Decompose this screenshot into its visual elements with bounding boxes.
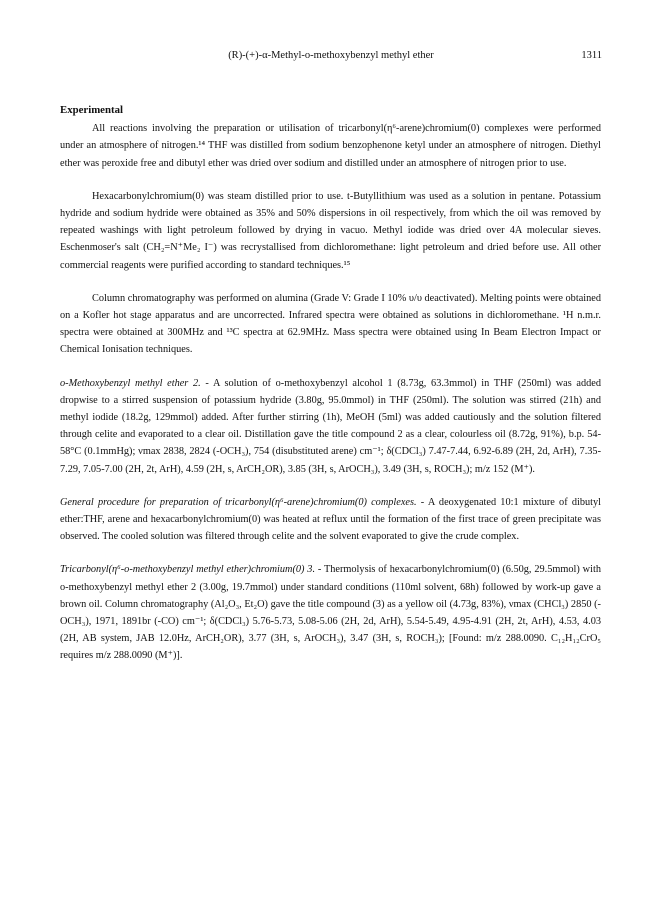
page-number: 1311: [581, 50, 602, 61]
paragraph-instrumentation: Column chromatography was performed on alumina (Grade V: Grade I 10% υ/υ deactivated). Melting points were obtained on a Kofler hot stage apparatus and are uncorrected. Infrared spectra were obtained as solutions in dichloromethane. ¹H n.m.r. spectra were obtained at 300MHz and ¹³C spectra at 62.9MHz. Mass spectra were obtained using In Beam Electron Impact or Chemical Ionisation techniques.: [60, 292, 601, 356]
section-heading: Experimental: [60, 104, 123, 116]
paragraph-general-procedure: [60, 494, 601, 546]
compound-3-title: Tricarbonyl(η⁶-o-methoxybenzyl methyl ether)chromium(0) 3.: [60, 564, 316, 576]
paragraph-general-conditions: All reactions involving the preparation or utilisation of tricarbonyl(η⁶-arene)chromium(0) complexes were performed under an atmosphere of nitrogen.¹⁴ THF was distilled from sodium benzophenone ketyl under an atmosphere of nitrogen. Diethyl ether was peroxide free and dibutyl ether was dried over sodium and distilled under an atmosphere of nitrogen prior to use.: [60, 123, 601, 169]
running-title: (R)-(+)-α-Methyl-o-methoxybenzyl methyl ether: [228, 50, 434, 61]
paragraph-compound-2: [60, 375, 601, 478]
paragraph-reagents: Hexacarbonylchromium(0) was steam distilled prior to use. t-Butyllithium was used as a solution in pentane. Potassium hydride and sodium hydride were obtained as 35% and 50% dispersions in oil respectively, from which the oil was removed by repeated washings with light petroleum followed by drying in vacuo. Methyl iodide was dried over 4A molecular sieves. Eschenmoser's salt (CH₂=N⁺Me₂ I⁻) was recrystallised from dichloromethane: light petroleum and dried before use. All other commercial reagents were purified according to standard techniques.¹⁵: [60, 190, 601, 271]
general-procedure-title: General procedure for preparation of tricarbonyl(η⁶-arene)chromium(0) complexes.: [60, 496, 417, 508]
main-content: [60, 102, 601, 665]
paragraph-compound-3: [60, 561, 601, 664]
general-procedure-body: - A deoxygenated 10:1 mixture of dibutyl ether:THF, arene and hexacarbonylchromium(0) was heated at reflux until the formation of the first trace of green precipitate was observed. The cooled solution was filtered through celite and the solvent evaporated to give the crude complex.: [60, 496, 602, 543]
compound-2-body: - A solution of o-methoxybenzyl alcohol 1 (8.73g, 63.3mmol) in THF (250ml) was added dropwise to a stirred suspension of potassium hydride (3.80g, 95.0mmol) in THF (250ml). The solution was stirred (21h) and methyl iodide (18.2g, 129mmol) added. After further stirring (1h), MeOH (5ml) was added cautiously and the solution filtered through celite and evaporated to a clear oil. Distillation gave the title compound 2 as a clear, colourless oil (8.72g, 91%), b.p. 54-58°C (0.1mmHg); νmax 2838, 2824 (-OCH₃), 754 (disubstituted arene) cm⁻¹; δ(CDCl₃) 7.47-7.44, 6.92-6.89 (2H, 2d, ArH), 7.35-7.29, 7.05-7.00 (2H, 2t, ArH), 4.59 (2H, s, ArCH₂OR), 3.85 (3H, s, ArOCH₃), 3.49 (3H, s, ROCH₃); m/z 152 (M⁺).: [60, 377, 601, 475]
compound-3-body: - Thermolysis of hexacarbonylchromium(0) (6.50g, 29.5mmol) with o-methoxybenzyl methyl ether 2 (3.00g, 19.7mmol) under standard conditions (110ml solvent, 68h) followed by work-up gave a brown oil. Column chromatography (Al₂O₃, Et₂O) gave the title compound (3) as a yellow oil (4.73g, 83%), νmax (CHCl₃) 2850 (-OCH₃), 1971, 1891br (-CO) cm⁻¹; δ(CDCl₃) 5.76-5.73, 5.08-5.06 (2H, 2d, ArH), 5.54-5.49, 4.95-4.91 (2H, 2t, ArH), 4.53, 4.03 (2H, AB system, JAB 12.0Hz, ArCH₂OR), 3.77 (3H, s, ArOCH₃), 3.47 (3H, s, ROCH₃); [Found: m/z 288.0090. C₁₂H₁₂CrO₅ requires m/z 288.0090 (M⁺)].: [60, 564, 601, 662]
compound-2-title: o-Methoxybenzyl methyl ether 2.: [60, 377, 201, 389]
